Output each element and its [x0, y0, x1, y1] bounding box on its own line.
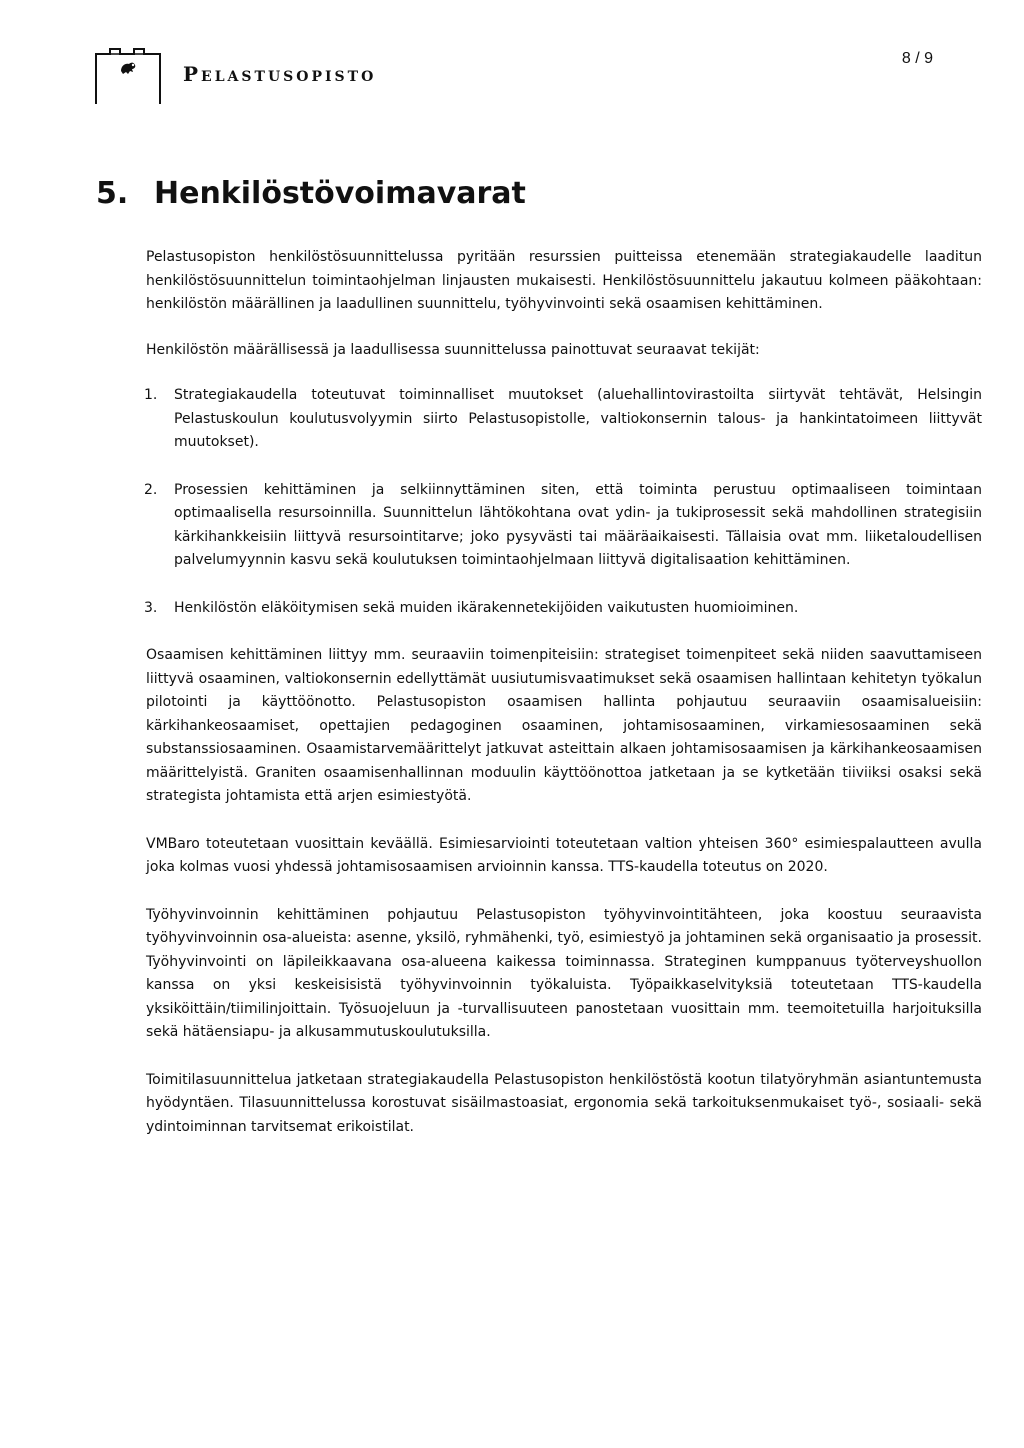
- body-content: [146, 246, 982, 1139]
- section-number: 5.: [96, 176, 129, 211]
- facilities-paragraph: Toimitilasuunnittelua jatketaan strategiakaudella Pelastusopiston henkilöstöstä kootun tilatyöryhmän asiantuntemusta hyödyntäen. Tilasuunnittelussa korostuvat sisäilmastoasiat, ergonomia sekä tarkoituksenmukaiset työ-, sosiaali- sekä ydintoiminnan tarvitsemat erikoistilat.: [146, 1071, 982, 1135]
- section-heading: [96, 176, 526, 211]
- page-number: 8 / 9: [901, 50, 933, 67]
- factors-lead-paragraph: Henkilöstön määrällisessä ja laadullisessa suunnittelussa painottuvat seuraavat tekijät:: [146, 341, 760, 358]
- competence-paragraph: Osaamisen kehittäminen liittyy mm. seuraaviin toimenpiteisiin: strategiset toimenpiteet sekä niiden saavuttamiseen liittyvä osaaminen, valtiokonsernin edellyttämät uusiutumisvaatimukset sekä osaamisen hallintaan kehitetyn työkalun pilotointi ja käyttöönotto. Pelastusopiston osaamisen hallinta pohjautuu seuraaviin osaamisalueisiin: kärkihankeosaamiset, opettajien pedagoginen osaaminen, johtamisosaaminen, virkamiesosaaminen sekä substanssiosaaminen. Osaamistarvemäärittelyt jatkuvat asteittain alkaen johtamisosaamisen ja kärkihankeosaamisen määrittelyistä. Graniten osaamisenhallinnan moduulin käyttöönottoa jatketaan ja se kytketään tiiviiksi osaksi sekä strategista johtamista että arjen esimiestyötä.: [146, 647, 982, 804]
- list-item: [146, 384, 982, 455]
- list-item-number: 3.: [144, 599, 158, 616]
- wellbeing-paragraph: Työhyvinvoinnin kehittäminen pohjautuu Pelastusopiston työhyvinvointitähteen, joka koostuu seuraavista työhyvinvoinnin osa-alueista: asenne, yksilö, ryhmähenki, työ, esimiestyö ja johtaminen sekä organisaatio ja prosessit. Työhyvinvointi on läpileikkaavana osa-alueena kaikessa toiminnassa. Strateginen kumppanuus työterveyshuollon kanssa on yksi keskeisisistä työhyvinvoinnin työkaluista. Työpaikkaselvityksiä toteutetaan TTS-kaudella yksiköittäin/tiimilinjoittain. Työsuojeluun ja -turvallisuuteen panostetaan vuosittain mm. teemoitetuilla harjoituksilla sekä hätäensiapu- ja alkusammutuskoulutuksilla.: [146, 906, 982, 1040]
- factors-list: [146, 384, 982, 620]
- page-header: [93, 48, 933, 108]
- section-title: Henkilöstövoimavarat: [154, 176, 526, 211]
- list-item: [146, 479, 982, 573]
- lion-crest-icon: [93, 48, 163, 106]
- organization-wordmark: Pelastusopisto: [183, 62, 377, 86]
- list-item: [146, 597, 982, 621]
- intro-paragraph: Pelastusopiston henkilöstösuunnittelussa pyritään resurssien puitteissa etenemään strategiakaudelle laaditun henkilöstösuunnittelun toimintaohjelman linjausten mukaisesti. Henkilöstösuunnittelu jakautuu kolmeen pääkohtaan: henkilöstön määrällinen ja laadullinen suunnittelu, työhyvinvointi sekä osaamisen kehittäminen.: [146, 249, 982, 312]
- list-item-text: Strategiakaudella toteutuvat toiminnalliset muutokset (aluehallintovirastoilta siirtyvät tehtävät, Helsingin Pelastuskoulun koulutusvolyymin siirto Pelastusopistolle, valtiokonsernin talous- ja hankintatoimeen liittyvät muutokset).: [174, 387, 982, 450]
- list-item-text: Prosessien kehittäminen ja selkiinnyttäminen siten, että toiminta perustuu optimaaliseen toimintaan optimaalisella resursoinnilla. Suunnittelun lähtökohtana ovat ydin- ja tukiprosessit sekä mahdollinen strategisiin kärkihankkeisiin liittyvä resursointitarve; joko pysyvästi tai määräaikaisesti. Tällaisia ovat mm. liiketaloudellisen palvelumyynnin kasvu sekä koulutuksen toimintaohjelmaan liittyvä digitalisaation kehittäminen.: [174, 481, 982, 568]
- list-item-number: 2.: [144, 481, 158, 498]
- vmbaro-paragraph: VMBaro toteutetaan vuosittain keväällä. Esimiesarviointi toteutetaan valtion yhteisen 360° esimiespalautteen avulla joka kolmas vuosi yhdessä johtamisosaamisen arvioinnin kanssa. TTS-kaudella toteutus on 2020.: [146, 835, 982, 875]
- list-item-text: Henkilöstön eläköitymisen sekä muiden ikärakennetekijöiden vaikutusten huomioiminen.: [174, 599, 799, 616]
- list-item-number: 1.: [144, 387, 158, 403]
